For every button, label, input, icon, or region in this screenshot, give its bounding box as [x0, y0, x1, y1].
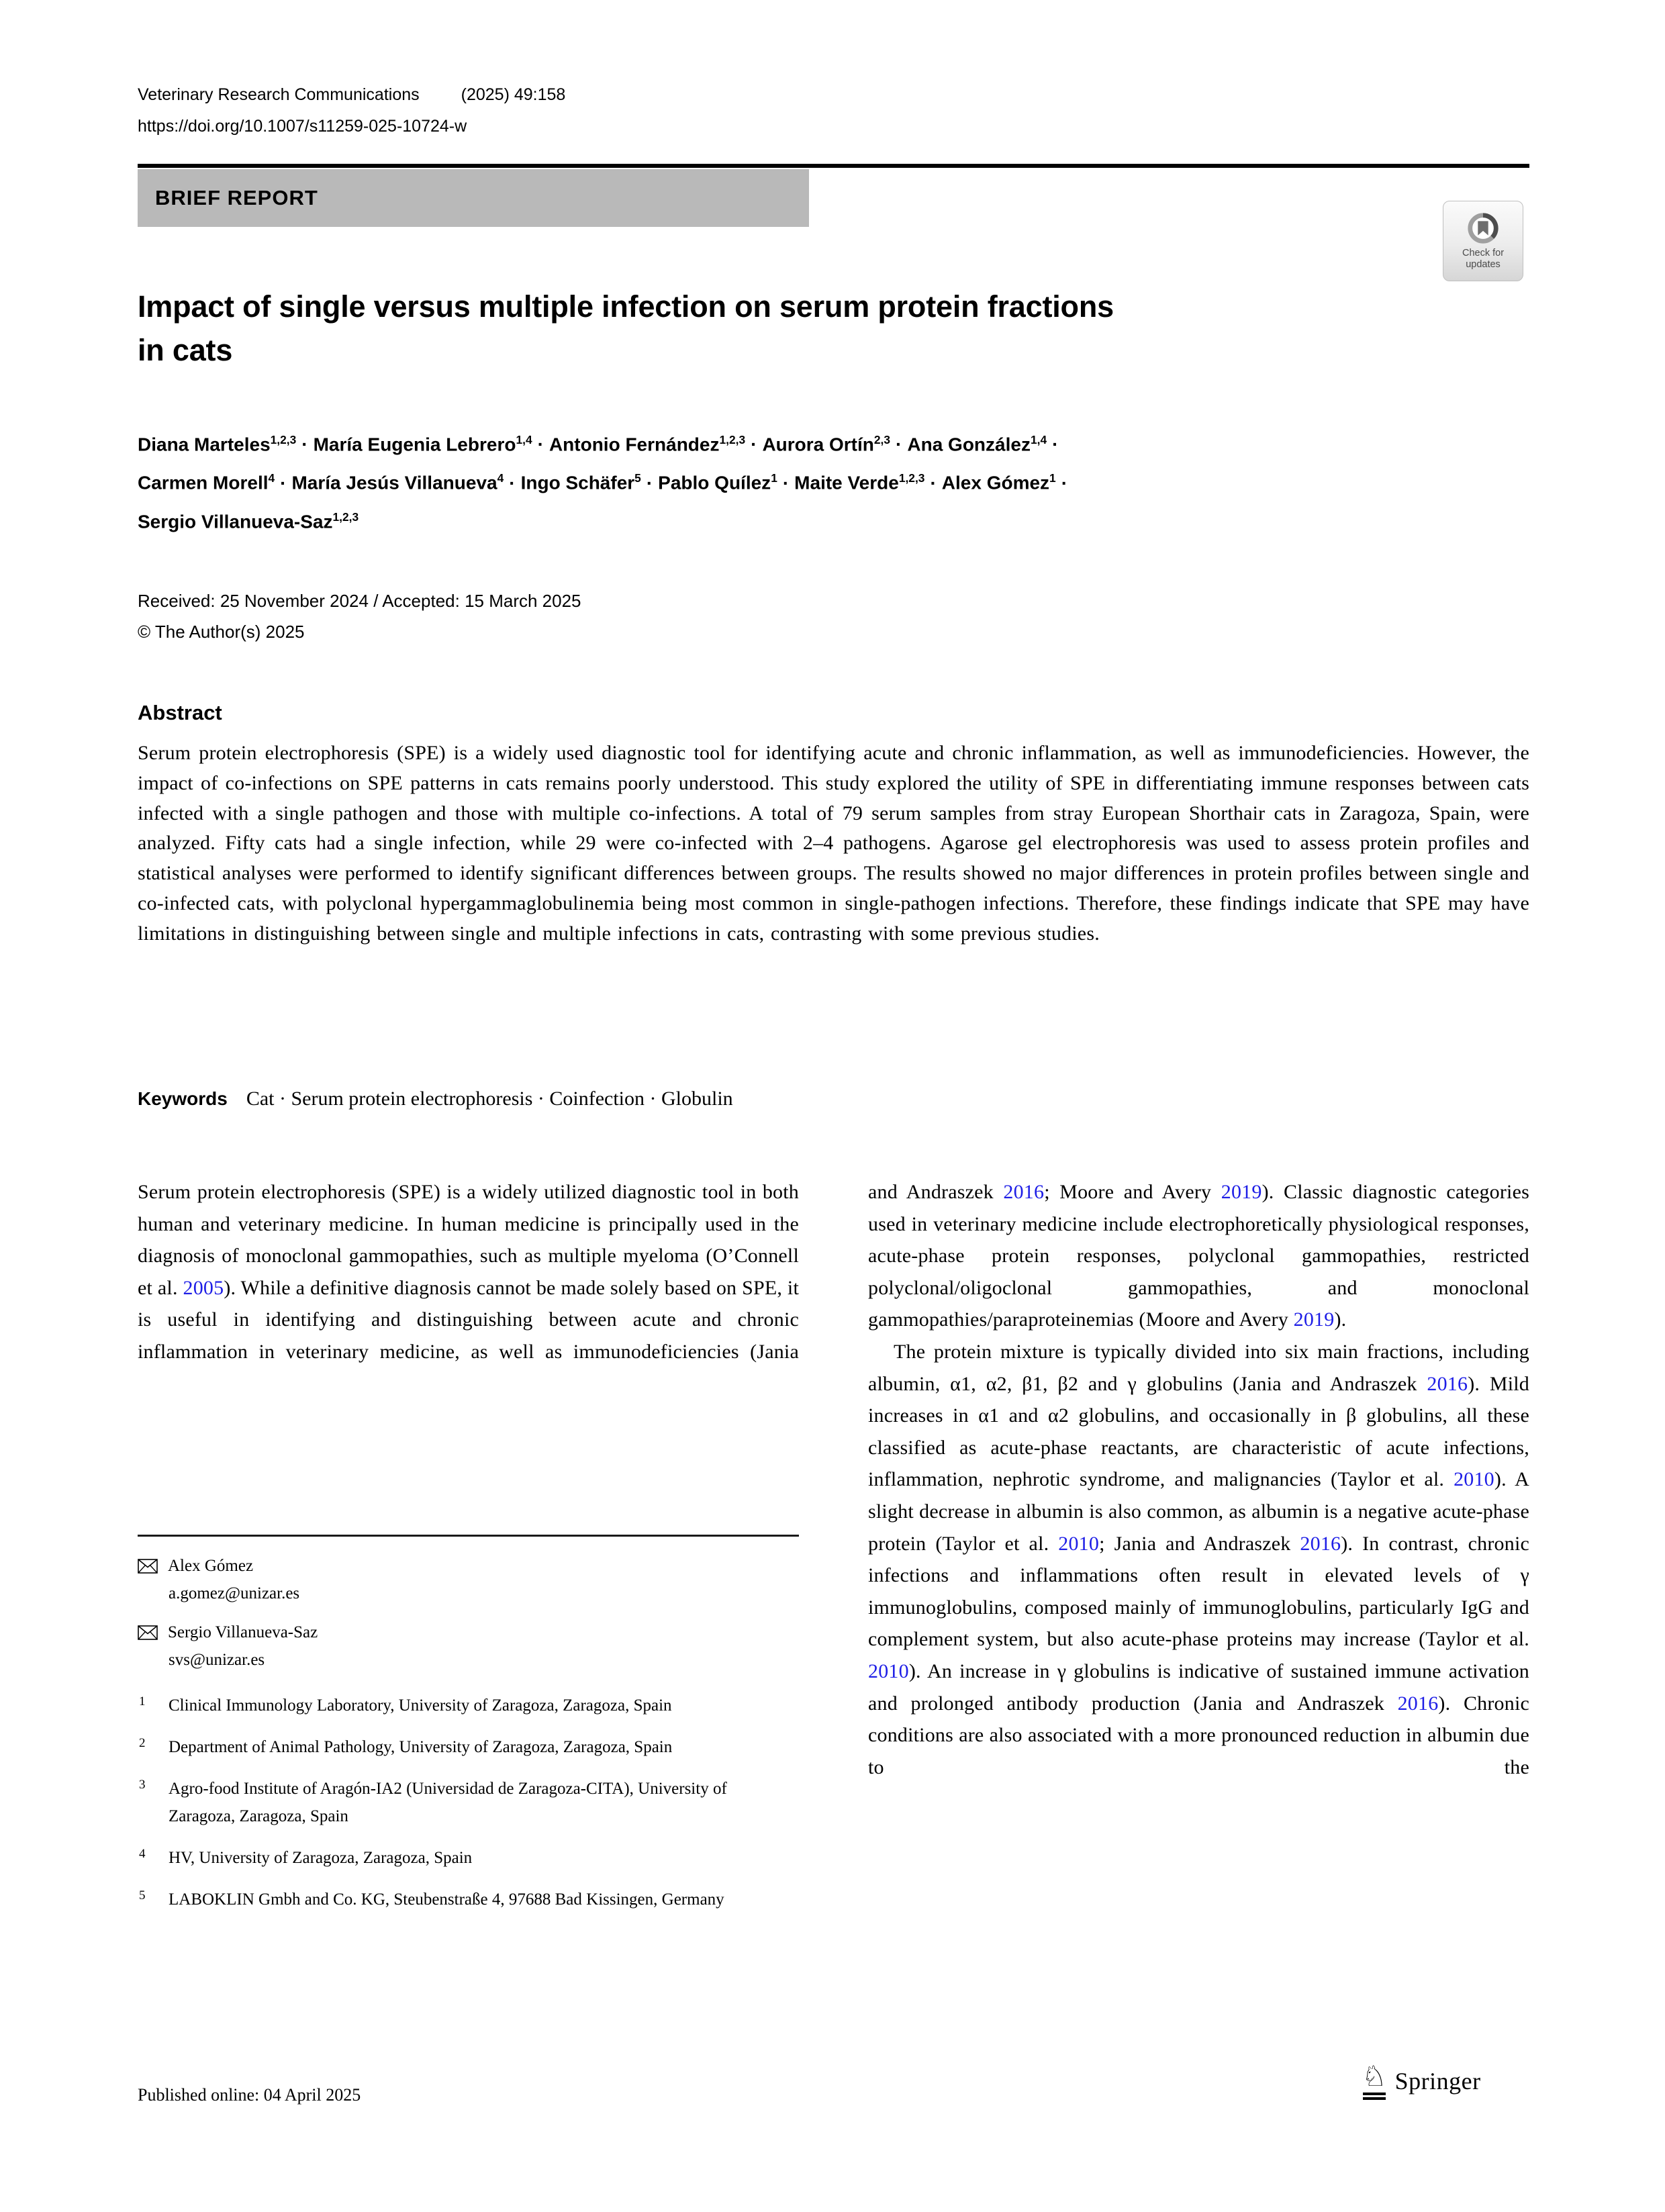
keywords-text: Cat · Serum protein electrophoresis · Coinfection · Globulin	[246, 1088, 733, 1110]
author-name: Ingo Schäfer	[520, 472, 635, 493]
affiliations-list	[138, 1692, 799, 1927]
author-superscript: 1,4	[516, 433, 532, 446]
author-name: Sergio Villanueva-Saz	[138, 510, 333, 532]
text-segment: ; Jania and Andraszek	[1099, 1532, 1300, 1555]
affiliation-item	[138, 1775, 773, 1830]
envelope-icon	[138, 1559, 158, 1574]
author-name: María Jesús Villanueva	[291, 472, 497, 493]
citation-link[interactable]: 2019	[1221, 1181, 1262, 1203]
correspondence-entry	[138, 1552, 799, 1607]
text-segment: ). While a definitive diagnosis cannot be made solely based on SPE, it is useful in identifying and distinguishing between acute and chronic inflammation in veterinary medicine, as well as immunodeficiencies (Jania	[138, 1276, 800, 1363]
author-name: Diana Marteles	[138, 434, 271, 455]
author-name: Aurora Ortín	[762, 434, 874, 455]
author-name: Alex Gómez	[941, 472, 1050, 493]
journal-title: Veterinary Research Communications	[138, 85, 420, 104]
check-updates-badge[interactable]	[1443, 201, 1523, 281]
affiliation-text: LABOKLIN Gmbh and Co. KG, Steubenstraße 4, 97688 Bad Kissingen, Germany	[169, 1890, 724, 1909]
author-superscript: 1,4	[1030, 433, 1047, 446]
header-meta	[138, 79, 565, 142]
citation-link[interactable]: 2016	[1427, 1372, 1468, 1395]
correspondence-entry	[138, 1619, 799, 1674]
affiliation-number: 3	[139, 1778, 146, 1792]
author-separator: ·	[751, 434, 757, 455]
affiliation-item	[138, 1844, 773, 1872]
author-name: Carmen Morell	[138, 472, 269, 493]
citation-link[interactable]: 2010	[868, 1660, 909, 1682]
body-paragraph	[868, 1176, 1529, 1336]
author-superscript: 1,2,3	[270, 433, 297, 446]
citation-link[interactable]: 2016	[1300, 1532, 1341, 1555]
correspondent-email[interactable]: svs@unizar.es	[169, 1651, 265, 1669]
check-updates-label: Check for updates	[1462, 248, 1505, 270]
citation-link[interactable]: 2005	[183, 1276, 224, 1299]
affiliation-text: Agro-food Institute of Aragón-IA2 (Universidad de Zaragoza-CITA), University of Zaragoza, Zaragoza, Spain	[169, 1780, 727, 1825]
dates-block	[138, 585, 581, 647]
author-name: María Eugenia Lebrero	[313, 434, 516, 455]
author-separator: ·	[930, 472, 937, 493]
author-name: Antonio Fernández	[549, 434, 720, 455]
affiliation-text: Department of Animal Pathology, University of Zaragoza, Zaragoza, Spain	[169, 1738, 673, 1756]
affiliation-number: 5	[139, 1888, 146, 1903]
text-segment: ). Classic diagnostic categories used in veterinary medicine include electrophoretically physiological responses, acute-phase protein responses, polyclonal gammopathies, restricted polyclonal/oligoclonal gammopathies, and monoclonal gammopathies/paraproteinemias (Moore and Avery	[868, 1181, 1529, 1331]
published-online: Published online: 04 April 2025	[138, 2085, 361, 2105]
author-superscript: 1,2,3	[898, 471, 925, 485]
affiliation-number: 4	[139, 1847, 146, 1861]
correspondent-name: Sergio Villanueva-Saz	[168, 1623, 318, 1641]
author-superscript: 5	[634, 471, 641, 485]
text-segment: ). A slight decrease in albumin is also common, as albumin is a negative acute-phase protein (Taylor et al.	[868, 1468, 1529, 1555]
abstract-heading: Abstract	[138, 701, 222, 724]
text-segment: ). In contrast, chronic infections and inflammations often result in elevated levels of γ immunoglobulins, composed mainly of immunoglobulins, particularly IgG and complement system, but also acute-phase proteins may increase (Taylor et al.	[868, 1532, 1529, 1651]
citation-link[interactable]: 2010	[1454, 1468, 1494, 1491]
author-superscript: 1	[1049, 471, 1056, 485]
footnote-rule	[138, 1535, 799, 1537]
text-segment: ; Moore and Avery	[1044, 1181, 1221, 1203]
author-separator: ·	[782, 472, 790, 493]
author-separator: ·	[896, 434, 902, 455]
author-superscript: 4	[497, 471, 504, 485]
author-superscript: 1	[771, 471, 777, 485]
affiliation-text: Clinical Immunology Laboratory, University of Zaragoza, Zaragoza, Spain	[169, 1696, 672, 1715]
bookmark-circle-icon	[1466, 211, 1500, 245]
text-segment: ). Mild increases in α1 and α2 globulins, and occasionally in β globulins, all these classified as acute-phase reactants, are characteristic of acute infections, inflammation, nephrotic syndrome, and malignancies (Taylor et al.	[868, 1372, 1529, 1491]
article-type-banner	[138, 169, 809, 227]
author-list	[138, 423, 1413, 538]
author-name: Maite Verde	[794, 472, 899, 493]
correspondent-email[interactable]: a.gomez@unizar.es	[169, 1584, 300, 1602]
text-segment: Serum protein electrophoresis (SPE) is a widely utilized diagnostic tool in both human and veterinary medicine. In human medicine is principally used in the diagnosis of monoclonal gammopathies, such as multiple myeloma (O’Connell et al.	[138, 1181, 799, 1299]
citation-link[interactable]: 2019	[1293, 1308, 1335, 1331]
affiliation-item	[138, 1692, 773, 1719]
column-left	[138, 1176, 799, 1368]
article-type-label: BRIEF REPORT	[155, 186, 318, 209]
affiliation-item	[138, 1886, 773, 1913]
header-rule	[138, 164, 1529, 168]
envelope-icon	[138, 1625, 158, 1640]
citation-link[interactable]: 2010	[1058, 1532, 1100, 1555]
body-paragraph	[138, 1176, 799, 1368]
author-separator: ·	[1061, 472, 1068, 493]
correspondent-name: Alex Gómez	[168, 1557, 254, 1575]
affiliation-item	[138, 1733, 773, 1761]
author-separator: ·	[280, 472, 287, 493]
text-segment: and Andraszek	[868, 1181, 1004, 1203]
author-name: Ana González	[907, 434, 1031, 455]
doi-link[interactable]: https://doi.org/10.1007/s11259-025-10724-w	[138, 117, 467, 136]
body-paragraph	[868, 1336, 1529, 1783]
text-segment: ). Chronic conditions are also associated with a more pronounced reduction in albumin due to the	[868, 1692, 1530, 1778]
author-superscript: 1,2,3	[332, 510, 359, 524]
text-segment: ). An increase in γ globulins is indicative of sustained immune activation and prolonged antibody production (Jania and Andraszek	[868, 1660, 1529, 1715]
affiliation-number: 1	[139, 1694, 146, 1709]
column-right	[868, 1176, 1529, 1783]
copyright-line: © The Author(s) 2025	[138, 622, 305, 642]
abstract-text: Serum protein electrophoresis (SPE) is a widely used diagnostic tool for identifying acute and chronic inflammation, as well as immunodeficiencies. However, the impact of co-infections on SPE patterns in cats remains poorly understood. This study explored the utility of SPE in differentiating immune responses between cats infected with a single pathogen and those with multiple co-infections. A total of 79 serum samples from stray European Shorthair cats in Zaragoza, Spain, were analyzed. Fifty cats had a single infection, while 29 were co-infected with 2–4 pathogens. Agarose gel electrophoresis was used to assess protein profiles and statistical analyses were performed to identify significant differences between groups. The results showed no major differences in protein profiles between single and co-infected cats, with polyclonal hypergammaglobulinemia being most common in single-pathogen infections. Therefore, these findings indicate that SPE may have limitations in distinguishing between single and multiple infections in cats, contrasting with some previous studies.	[138, 742, 1529, 945]
citation-link[interactable]: 2016	[1003, 1181, 1045, 1203]
text-segment: The protein mixture is typically divided into six main fractions, including albumin, α1, α2, β1, β2 and γ globulins (Jania and Andraszek	[868, 1340, 1529, 1395]
text-segment: ).	[1334, 1308, 1347, 1331]
paper-title: Impact of single versus multiple infection on serum protein fractions in cats	[138, 289, 1114, 367]
springer-knight-icon: ♘	[1362, 2062, 1387, 2100]
author-separator: ·	[646, 472, 653, 493]
keywords-label: Keywords	[138, 1088, 228, 1109]
author-separator: ·	[301, 434, 308, 455]
correspondence-block	[138, 1552, 799, 1685]
author-separator: ·	[537, 434, 544, 455]
author-superscript: 1,2,3	[719, 433, 746, 446]
springer-wordmark: Springer	[1394, 2068, 1481, 2095]
affiliation-number: 2	[139, 1736, 146, 1750]
author-separator: ·	[509, 472, 516, 493]
springer-logo	[1362, 2062, 1481, 2100]
citation-link[interactable]: 2016	[1397, 1692, 1439, 1715]
author-separator: ·	[1052, 434, 1059, 455]
issue-info: (2025) 49:158	[461, 85, 566, 104]
keywords-line	[138, 1088, 1529, 1110]
author-name: Pablo Quílez	[658, 472, 771, 493]
author-superscript: 4	[268, 471, 275, 485]
affiliation-text: HV, University of Zaragoza, Zaragoza, Spain	[169, 1849, 473, 1867]
author-superscript: 2,3	[873, 433, 891, 446]
received-accepted: Received: 25 November 2024 / Accepted: 15 March 2025	[138, 591, 581, 611]
